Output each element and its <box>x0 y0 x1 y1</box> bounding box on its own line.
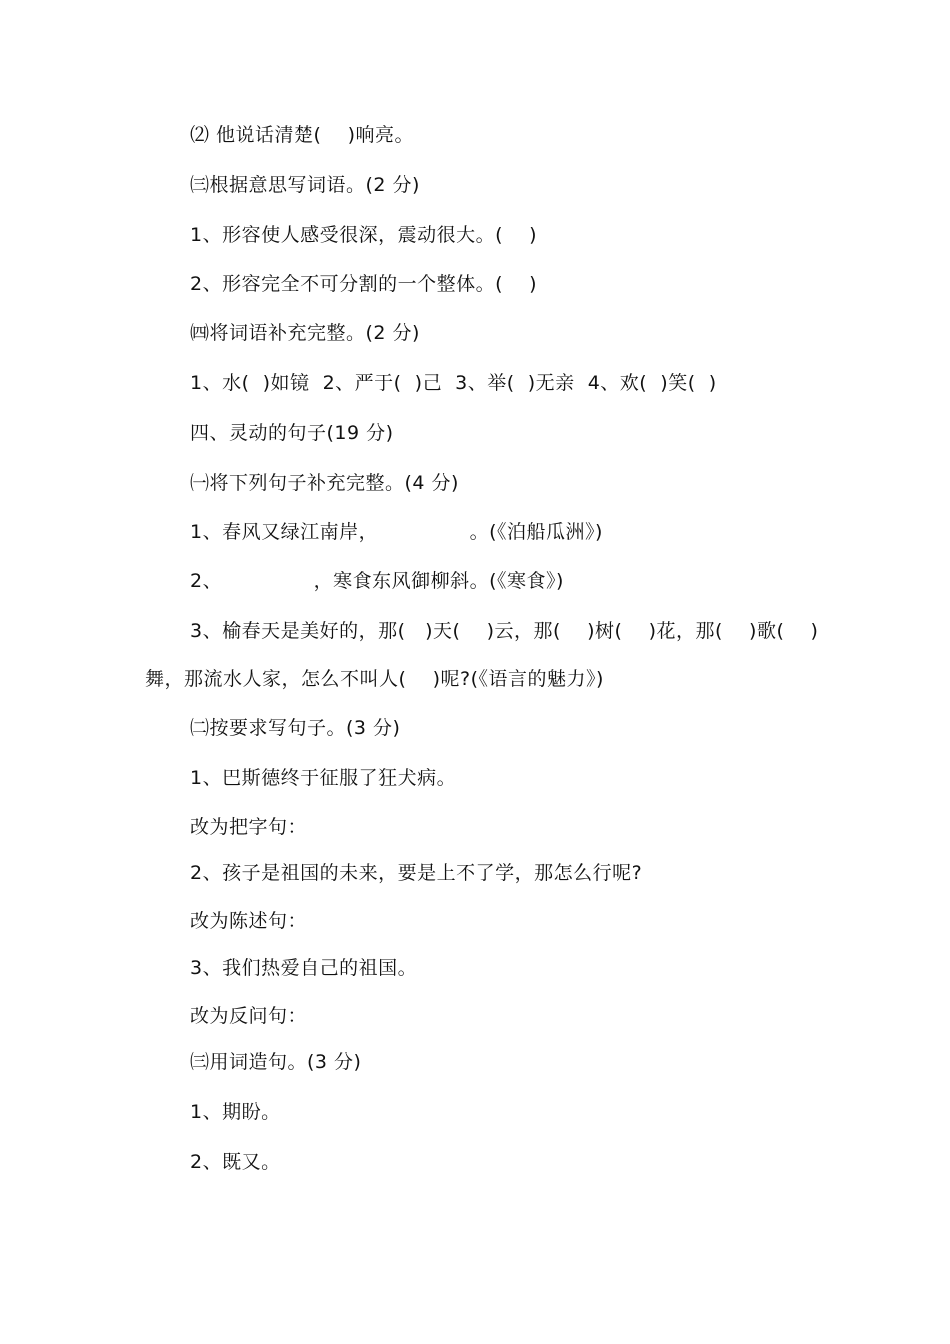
section-heading: ㈢根据意思写词语。(2 分) <box>190 174 420 196</box>
question-text: 2、形容完全不可分割的一个整体。( ) <box>190 273 538 295</box>
question-text-continued: 舞，那流水人家，怎么不叫人( )呢?(《语言的魅力》) <box>145 668 604 690</box>
question-text: 2、孩子是祖国的未来，要是上不了学，那怎么行呢? <box>190 862 643 884</box>
section-heading: ㈡按要求写句子。(3 分) <box>190 717 401 739</box>
section-heading: ㈢用词造句。(3 分) <box>190 1051 362 1073</box>
section-heading: ㈣将词语补充完整。(2 分) <box>190 322 420 344</box>
question-text: ⑵ 他说话清楚( )响亮。 <box>190 124 415 146</box>
answer-prompt: 改为把字句： <box>190 816 308 838</box>
question-text: 2、既又。 <box>190 1151 281 1173</box>
question-text: 1、形容使人感受很深，震动很大。( ) <box>190 224 538 246</box>
question-text: 1、巴斯德终于征服了狂犬病。 <box>190 767 457 789</box>
answer-prompt: 改为陈述句： <box>190 910 308 932</box>
question-text: 1、水( )如镜 2、严于( )己 3、举( )无亲 4、欢( )笑( ) <box>190 372 717 394</box>
section-heading: ㈠将下列句子补充完整。(4 分) <box>190 472 459 494</box>
part-heading: 四、灵动的句子(19 分) <box>190 422 394 444</box>
question-text: 1、春风又绿江南岸， 。(《泊船瓜洲》) <box>190 521 603 543</box>
question-text: 2、 ，寒食东风御柳斜。(《寒食》) <box>190 570 564 592</box>
answer-prompt: 改为反问句： <box>190 1005 308 1027</box>
question-text: 3、榆春天是美好的，那( )天( )云，那( )树( )花，那( )歌( ) <box>190 620 819 642</box>
question-text: 3、我们热爱自己的祖国。 <box>190 957 418 979</box>
question-text: 1、期盼。 <box>190 1101 281 1123</box>
